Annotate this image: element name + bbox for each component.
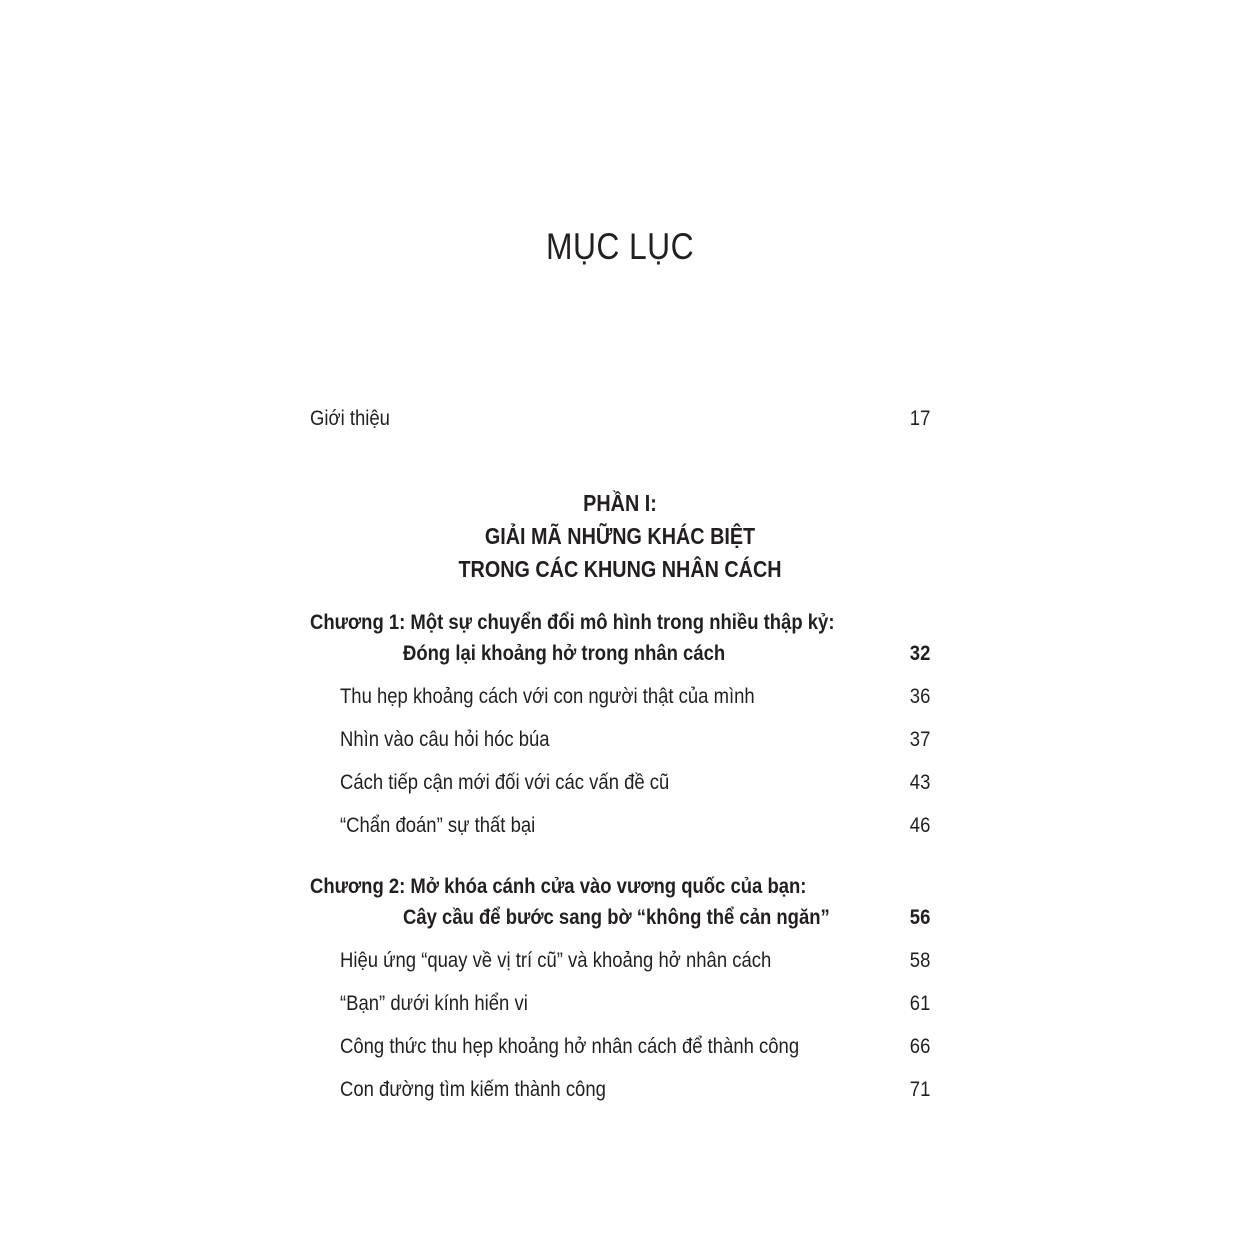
toc-entry[interactable]: [310, 948, 930, 974]
toc-entry-label: Cách tiếp cận mới đối với các vấn đề cũ: [340, 771, 670, 794]
toc-entry[interactable]: [310, 1077, 930, 1103]
toc-entry-label: “Chẩn đoán” sự thất bại: [340, 814, 536, 837]
toc-entry-label: Công thức thu hẹp khoảng hở nhân cách để thành công: [340, 1035, 800, 1058]
toc-entry-label: Giới thiệu: [310, 407, 390, 430]
chapter-heading[interactable]: [310, 874, 930, 900]
toc-entry-intro[interactable]: [310, 406, 930, 432]
chapter-page: 56: [909, 906, 930, 929]
chapter-heading-sub[interactable]: [310, 641, 930, 667]
toc-entry[interactable]: [310, 727, 930, 753]
toc-entry-page: 66: [909, 1035, 930, 1058]
toc-entry-page: 37: [909, 728, 930, 751]
toc-entry[interactable]: [310, 770, 930, 796]
toc-entry-page: 46: [909, 814, 930, 837]
part-heading: [0, 487, 1240, 586]
chapter-heading-sub[interactable]: [310, 905, 930, 931]
part-title-line2: TRONG CÁC KHUNG NHÂN CÁCH: [458, 556, 782, 582]
toc-entry-page: 43: [909, 771, 930, 794]
chapter-heading-line1: Chương 2: Mở khóa cánh cửa vào vương quốc của bạn:: [310, 875, 807, 898]
page-title: MỤC LỤC: [546, 226, 694, 267]
toc-entry-page: 17: [909, 407, 930, 430]
chapter-heading-line1: Chương 1: Một sự chuyển đổi mô hình trong nhiều thập kỷ:: [310, 611, 835, 634]
chapter-heading-line2: Cây cầu để bước sang bờ “không thể cản ngăn”: [403, 906, 830, 929]
toc-entry-label: “Bạn” dưới kính hiển vi: [340, 992, 528, 1015]
toc-entry-page: 58: [909, 949, 930, 972]
toc-entry-label: Thu hẹp khoảng cách với con người thật của mình: [340, 685, 755, 708]
toc-entry-label: Con đường tìm kiếm thành công: [340, 1078, 606, 1101]
toc-entry-page: 61: [909, 992, 930, 1015]
chapter-heading-line2: Đóng lại khoảng hở trong nhân cách: [403, 642, 726, 665]
chapter-page: 32: [909, 642, 930, 665]
part-label: PHẦN I:: [583, 490, 657, 516]
part-title-line1: GIẢI MÃ NHỮNG KHÁC BIỆT: [484, 523, 756, 549]
toc-entry-page: 71: [909, 1078, 930, 1101]
toc-entry[interactable]: [310, 1034, 930, 1060]
chapter-heading[interactable]: [310, 610, 930, 636]
toc-entry-label: Hiệu ứng “quay về vị trí cũ” và khoảng hở nhân cách: [340, 949, 772, 972]
toc-entry[interactable]: [310, 991, 930, 1017]
toc-entry[interactable]: [310, 684, 930, 710]
toc-entry-label: Nhìn vào câu hỏi hóc búa: [340, 728, 550, 751]
toc-entry[interactable]: [310, 813, 930, 839]
toc-entry-page: 36: [909, 685, 930, 708]
